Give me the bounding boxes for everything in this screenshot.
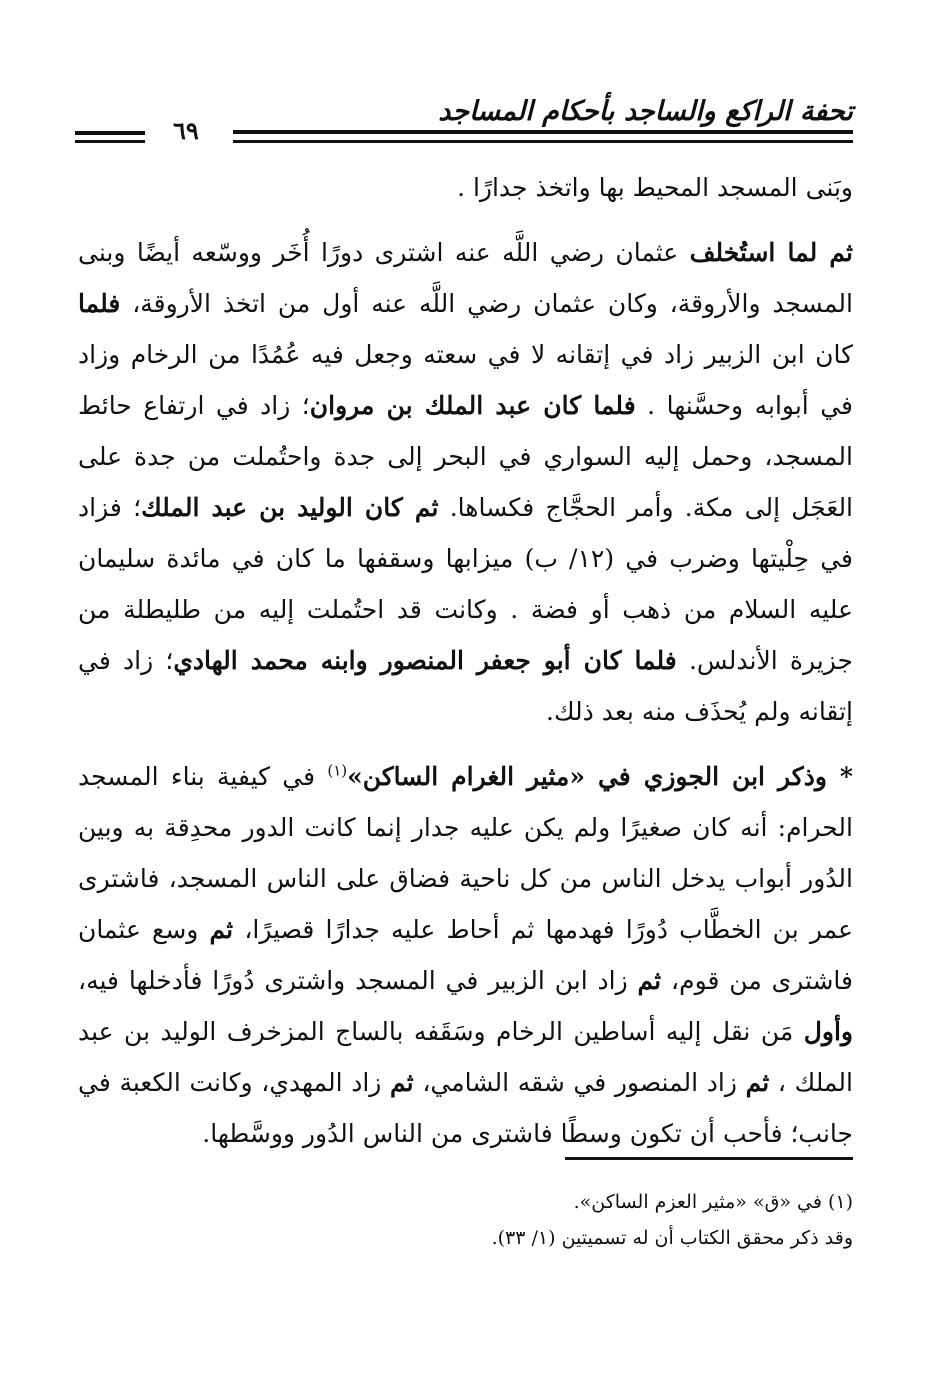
paragraph-3 bbox=[78, 751, 853, 1159]
p3-text-10: زاد المنصور في شقه الشامي، bbox=[422, 1068, 746, 1097]
main-text bbox=[78, 162, 853, 1159]
p3-bold-1: * وذكر ابن الجوزي في «مثير الغرام الساكن» bbox=[347, 762, 853, 791]
p1-text: وبَنى المسجد المحيط بها واتخذ جدارًا . bbox=[457, 173, 853, 202]
p3-text-8: مَن نقل إليه أساطين الرخام وسَقَفه بالساج المزخرف الوليد بن عبد الملك ، bbox=[78, 1017, 853, 1097]
paragraph-2 bbox=[78, 227, 853, 737]
header-rule-right-top bbox=[233, 130, 853, 134]
p2-text-10: ؛ زاد في إتقانه ولم يُحذَف منه بعد ذلك. bbox=[78, 646, 853, 726]
footnotes bbox=[78, 1184, 853, 1256]
p2-bold-1: ثم لما استُخلف bbox=[689, 238, 853, 267]
p2-bold-5: فلما كان عبد الملك بن مروان bbox=[309, 391, 636, 420]
p2-bold-3: فلما bbox=[78, 289, 121, 318]
p3-bold-7: وأول bbox=[803, 1017, 853, 1046]
header-rule-right-bottom bbox=[233, 140, 853, 143]
p2-text-8: ؛ فزاد في حِلْيتها وضرب في (١٢/ ب) ميزابها وسقفها ما كان في مائدة سليمان عليه السلام من ذهب أو فضة . وكانت قد احتُملت إليه من طليطلة من جزيرة الأندلس. bbox=[78, 493, 854, 675]
footnote-1-continuation: وقد ذكر محقق الكتاب أن له تسميتين (١/ ٣٣). bbox=[491, 1227, 853, 1249]
p3-bold-9: ثم bbox=[745, 1068, 770, 1097]
footnote-1: (١) في «ق» «مثير العزم الساكن». bbox=[573, 1191, 853, 1213]
header-rule-left-top bbox=[75, 131, 145, 135]
p2-bold-7: ثم كان الوليد بن عبد الملك bbox=[141, 493, 439, 522]
header-rule-left-bottom bbox=[75, 140, 145, 143]
p2-text-4: كان ابن الزبير زاد في إتقانه لا في سعته وجعل فيه عُمُدًا من الرخام وزاد في أبوابه وحسَّنها . bbox=[78, 340, 854, 420]
p3-text-6: زاد ابن الزبير في المسجد واشترى دُورًا فأدخلها فيه، bbox=[78, 966, 638, 995]
paragraph-1 bbox=[78, 162, 853, 213]
p3-bold-5: ثم bbox=[637, 966, 662, 995]
p2-bold-9: فلما كان أبو جعفر المنصور وابنه محمد الهادي bbox=[173, 646, 677, 675]
footnote-separator bbox=[565, 1157, 853, 1160]
p3-text-2: في كيفية بناء المسجد الحرام: أنه كان صغيرًا ولم يكن عليه جدار إنما كانت الدور محدِقة به وبين الدُور أبواب يدخل الناس من كل ناحية فضاق على الناس المسجد، فاشترى عمر بن الخطَّاب دُورًا فهدمها ثم أحاط عليه جدارًا قصيرًا، bbox=[78, 762, 853, 944]
p2-text-6: ؛ زاد في ارتفاع حائط المسجد، وحمل إليه السواري في البحر إلى جدة واحتُملت من جدة على العَجَل إلى مكة. وأمر الحجَّاج فكساها. bbox=[78, 391, 854, 522]
footnote-reference: (١) bbox=[327, 761, 348, 780]
p2-text-2: عثمان رضي اللَّه عنه اشترى دورًا أُخَر ووسّعه أيضًا وبنى المسجد والأروقة، وكان عثمان رضي اللَّه عنه أول من اتخذ الأروقة، bbox=[78, 238, 853, 318]
p3-bold-3: ثم bbox=[209, 915, 234, 944]
p3-bold-11: ثم bbox=[390, 1068, 414, 1097]
running-header-title: تحفة الراكع والساجد بأحكام المساجد bbox=[438, 96, 853, 127]
p3-text-4: وسع عثمان فاشترى من قوم، bbox=[78, 915, 854, 995]
page-number: ٦٩ bbox=[173, 116, 199, 145]
p3-text-12: زاد المهدي، وكانت الكعبة في جانب؛ فأحب أن تكون وسطًا فاشترى من الناس الدُور ووسَّطها. bbox=[78, 1068, 853, 1148]
